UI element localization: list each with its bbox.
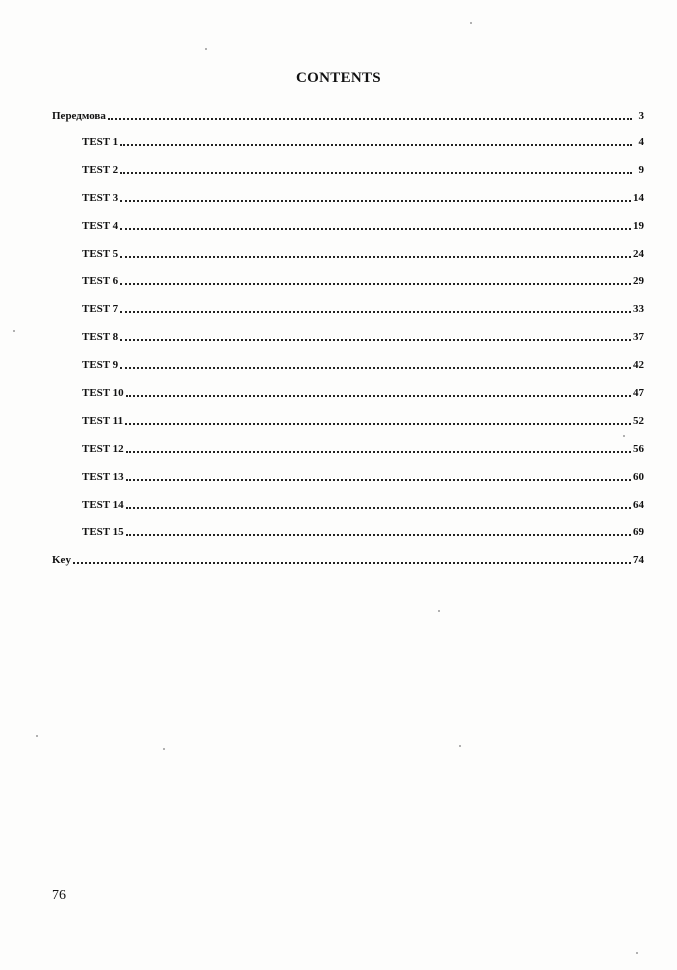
toc-dot-leader [126,507,631,509]
toc-entry-test-4 [52,212,644,240]
toc-entry-test-13 [52,463,644,491]
toc-dot-leader [120,172,632,174]
toc-entry-test-8 [52,323,644,351]
toc-entry-label: TEST 6 [82,275,119,288]
toc-dot-leader [120,339,631,341]
toc-entry-label: TEST 7 [82,303,119,316]
toc-entry-test-6 [52,267,644,295]
toc-dot-leader [125,423,631,425]
toc-dot-leader [126,451,631,453]
scan-speck [636,952,638,954]
toc-dot-leader [120,367,631,369]
scan-speck [438,610,440,612]
toc-dot-leader [120,228,631,230]
toc-entry-test-2 [52,156,644,184]
toc-entry-label: TEST 13 [82,470,124,483]
toc-entry-page: 56 [633,442,644,455]
toc-entry-label: TEST 4 [82,219,119,232]
toc-entry-page: 52 [633,414,644,427]
scan-speck [36,735,38,737]
toc-entry-page: 74 [633,554,644,567]
toc-entry-page: 14 [633,191,644,204]
toc-entry-page: 19 [633,219,644,232]
toc-entry-test-7 [52,295,644,323]
toc-dot-leader [120,144,632,146]
toc-dot-leader [126,479,631,481]
toc-entry-label: TEST 8 [82,331,119,344]
toc-entry-test-5 [52,240,644,268]
toc-dot-leader [108,118,632,120]
toc-dot-leader [120,283,631,285]
scan-speck [13,330,15,332]
toc-dot-leader [120,200,631,202]
toc-entry-test-3 [52,184,644,212]
toc-entry-preface [52,104,644,128]
page-title: CONTENTS [296,70,381,86]
toc-dot-leader [73,562,631,564]
table-of-contents [52,104,644,574]
toc-entry-label: TEST 2 [82,163,119,176]
scan-speck [205,48,207,50]
toc-dot-leader [126,395,631,397]
toc-entry-page: 3 [638,110,644,122]
toc-entry-test-10 [52,379,644,407]
scan-speck [470,22,472,24]
toc-entry-label: Key [52,554,71,567]
toc-entry-page: 29 [633,275,644,288]
toc-entry-key [52,546,644,574]
toc-entry-label: TEST 11 [82,414,124,427]
page-number: 76 [52,888,66,903]
toc-entry-page: 24 [633,247,644,260]
toc-entry-page: 37 [633,331,644,344]
toc-entry-test-14 [52,491,644,519]
scan-speck [623,435,625,437]
toc-entry-label: TEST 5 [82,247,119,260]
toc-entry-test-15 [52,518,644,546]
toc-entry-label: TEST 15 [82,526,124,539]
toc-entry-page: 60 [633,470,644,483]
toc-entry-page: 42 [633,359,644,372]
toc-entry-page: 9 [638,163,644,176]
toc-entry-label: TEST 9 [82,359,119,372]
toc-entry-page: 47 [633,386,644,399]
scan-speck [459,745,461,747]
toc-entry-page: 33 [633,303,644,316]
toc-entry-test-11 [52,407,644,435]
toc-entry-test-12 [52,435,644,463]
scan-speck [163,748,165,750]
toc-entry-label: TEST 10 [82,386,124,399]
toc-dot-leader [120,311,631,313]
toc-entry-label: Передмова [52,110,106,122]
toc-entry-label: TEST 3 [82,191,119,204]
toc-dot-leader [120,256,631,258]
toc-entry-test-9 [52,351,644,379]
toc-entry-label: TEST 1 [82,135,119,148]
toc-entry-label: TEST 14 [82,498,124,511]
toc-entry-page: 69 [633,526,644,539]
toc-entry-label: TEST 12 [82,442,124,455]
toc-entry-test-1 [52,128,644,156]
toc-dot-leader [126,534,631,536]
toc-entry-page: 4 [638,135,644,148]
toc-entry-page: 64 [633,498,644,511]
